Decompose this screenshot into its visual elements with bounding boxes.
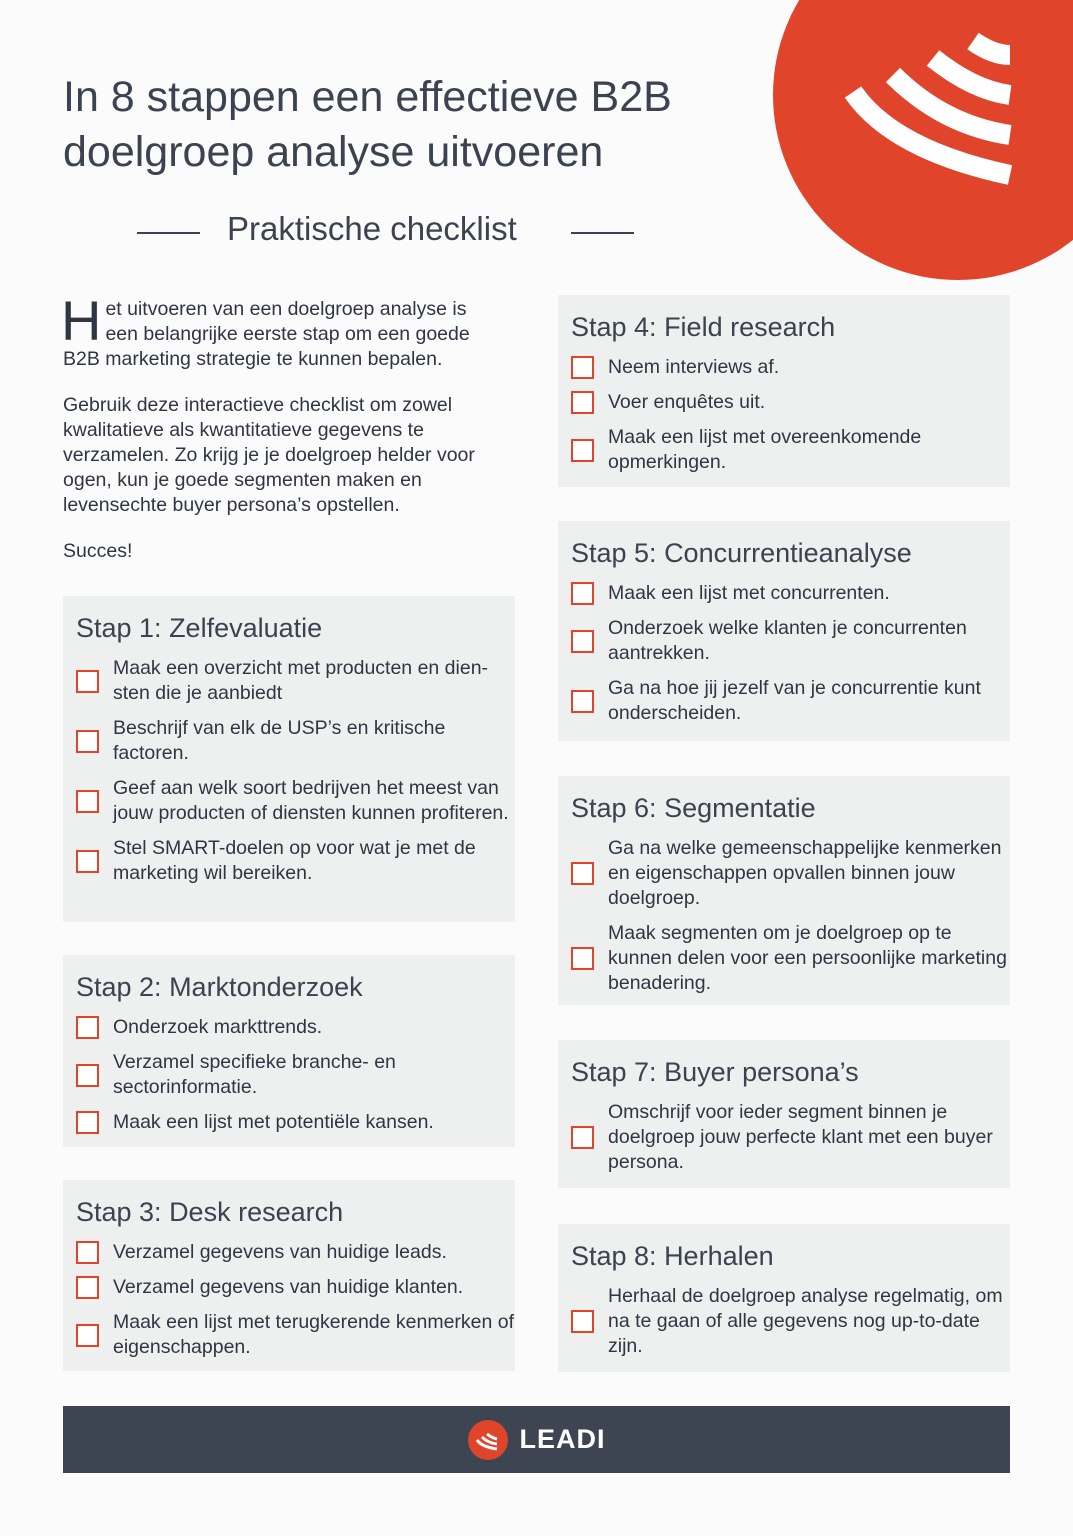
checklist-item: [571, 836, 1010, 911]
item-label: Maak een lijst met terugkerende kenmerken of eigenschappen.: [113, 1311, 515, 1358]
checkbox[interactable]: [571, 1310, 594, 1333]
dropcap: H: [61, 289, 102, 352]
step-title: Stap 8: Herhalen: [571, 1241, 774, 1271]
footer-bar: [63, 1406, 1010, 1473]
brand-logo-circle: [773, 0, 1073, 280]
checkbox[interactable]: [571, 690, 594, 713]
checklist-item: [76, 716, 515, 766]
checklist-item: [76, 1015, 515, 1040]
checklist-item: [571, 676, 1010, 726]
step-title: Stap 3: Desk research: [76, 1197, 344, 1227]
footer-brand-name: LEADI: [519, 1424, 606, 1454]
step-card-1: [63, 596, 515, 922]
checklist-item: [76, 836, 515, 886]
item-label: Onderzoek markttrends.: [113, 1016, 323, 1038]
item-label: Verzamel gegevens van huidige klanten.: [113, 1276, 464, 1298]
checklist-item: [571, 616, 1010, 666]
item-label: Maak een lijst met overeenkomende opmerkingen.: [608, 426, 922, 473]
checklist-item: [571, 1284, 1010, 1359]
checkbox[interactable]: [76, 790, 99, 813]
checklist-item: [571, 355, 1010, 380]
checkbox[interactable]: [571, 862, 594, 885]
leadi-logo-icon: [773, 0, 1073, 280]
step-card-5: [558, 521, 1010, 741]
checklist-item: [76, 656, 515, 706]
intro-paragraph-2: Gebruik deze interactieve checklist om zowel kwalitatieve als kwantitatieve gegevens te verzamelen. Zo krijg je je doelgroep helder voor ogen, kun je goede segmenten maken en levensechte buyer persona’s opstellen.: [63, 394, 475, 516]
checkbox[interactable]: [76, 1111, 99, 1134]
checklist-item: [571, 425, 1010, 475]
page-title: [63, 70, 763, 180]
item-label: Voer enquêtes uit.: [608, 391, 766, 413]
checklist-item: [76, 1240, 515, 1265]
item-label: Geef aan welk soort bedrijven het meest van jouw producten of diensten kunnen profiteren.: [113, 777, 509, 824]
subtitle-divider-right: [571, 232, 634, 234]
intro-paragraph-3: Succes!: [63, 540, 133, 562]
item-label: Maak een lijst met concurrenten.: [608, 582, 890, 604]
step-card-2: [63, 955, 515, 1147]
step-card-8: [558, 1224, 1010, 1372]
intro-paragraph-1-text: et uitvoeren van een doelgroep analyse is een belangrijke eerste stap om een goede B2B marketing strategie te kunnen bepalen.: [63, 298, 470, 370]
item-label: Omschrijf voor ieder segment binnen je doelgroep jouw perfecte klant met een buyer persona.: [608, 1101, 993, 1173]
step-title: Stap 5: Concurrentieanalyse: [571, 538, 912, 568]
checklist-item: [76, 1275, 515, 1300]
step-title: Stap 4: Field research: [571, 312, 836, 342]
checkbox[interactable]: [76, 1241, 99, 1264]
checkbox[interactable]: [76, 730, 99, 753]
checkbox[interactable]: [571, 947, 594, 970]
checkbox[interactable]: [571, 439, 594, 462]
checkbox[interactable]: [571, 582, 594, 605]
checkbox[interactable]: [76, 1016, 99, 1039]
subtitle-divider-left: [137, 232, 200, 234]
intro-text: [61, 289, 503, 585]
item-label: Verzamel specifieke branche- en sectorinformatie.: [113, 1051, 396, 1098]
checkbox[interactable]: [76, 1324, 99, 1347]
checkbox[interactable]: [76, 1064, 99, 1087]
checkbox[interactable]: [571, 356, 594, 379]
checklist-item: [571, 921, 1010, 996]
subtitle: Praktische checklist: [227, 210, 517, 247]
step-title: Stap 6: Segmentatie: [571, 793, 816, 823]
step-title: Stap 2: Marktonderzoek: [76, 972, 363, 1002]
checkbox[interactable]: [76, 670, 99, 693]
checkbox[interactable]: [571, 391, 594, 414]
item-label: Ga na hoe jij jezelf van je concurrentie kunt onderscheiden.: [608, 677, 981, 724]
checklist-item: [571, 1100, 1010, 1175]
item-label: Maak segmenten om je doelgroep op te kunnen delen voor een persoonlijke marketing benadering.: [608, 922, 1007, 994]
checkbox[interactable]: [571, 630, 594, 653]
leadi-logo-icon: [468, 1420, 508, 1460]
checklist-item: [76, 776, 515, 826]
item-label: Verzamel gegevens van huidige leads.: [113, 1241, 447, 1263]
step-card-3: [63, 1180, 515, 1371]
item-label: Ga na welke gemeenschappelijke kenmerken en eigenschappen opvallen binnen jouw doelgroep.: [608, 837, 1002, 909]
item-label: Neem interviews af.: [608, 356, 780, 378]
subtitle-block: [137, 208, 637, 258]
checkbox[interactable]: [76, 850, 99, 873]
item-label: Herhaal de doelgroep analyse regelmatig, om na te gaan of alle gegevens nog up-to-date zijn.: [608, 1285, 1003, 1357]
step-title: Stap 1: Zelfevaluatie: [76, 613, 323, 643]
checkbox[interactable]: [76, 1276, 99, 1299]
item-label: Maak een lijst met potentiële kansen.: [113, 1111, 434, 1133]
checklist-item: [76, 1050, 515, 1100]
title-line-2: doelgroep analyse uitvoeren: [63, 128, 604, 176]
checklist-item: [76, 1110, 515, 1135]
checklist-item: [571, 390, 1010, 415]
title-line-1: In 8 stappen een effectieve B2B: [63, 73, 672, 121]
item-label: Beschrijf van elk de USP’s en kritische factoren.: [113, 717, 446, 764]
checklist-item: [571, 581, 1010, 606]
step-title: Stap 7: Buyer persona’s: [571, 1057, 859, 1087]
item-label: Onderzoek welke klanten je concurrenten aantrekken.: [608, 617, 967, 664]
checkbox[interactable]: [571, 1126, 594, 1149]
intro-paragraph-1: [61, 289, 503, 372]
item-label: Maak een overzicht met producten en dien-sten die je aanbiedt: [113, 657, 489, 704]
step-card-4: [558, 295, 1010, 487]
step-card-6: [558, 776, 1010, 1005]
item-label: Stel SMART-doelen op voor wat je met de marketing wil bereiken.: [113, 837, 476, 884]
step-card-7: [558, 1040, 1010, 1188]
checklist-item: [76, 1310, 515, 1360]
